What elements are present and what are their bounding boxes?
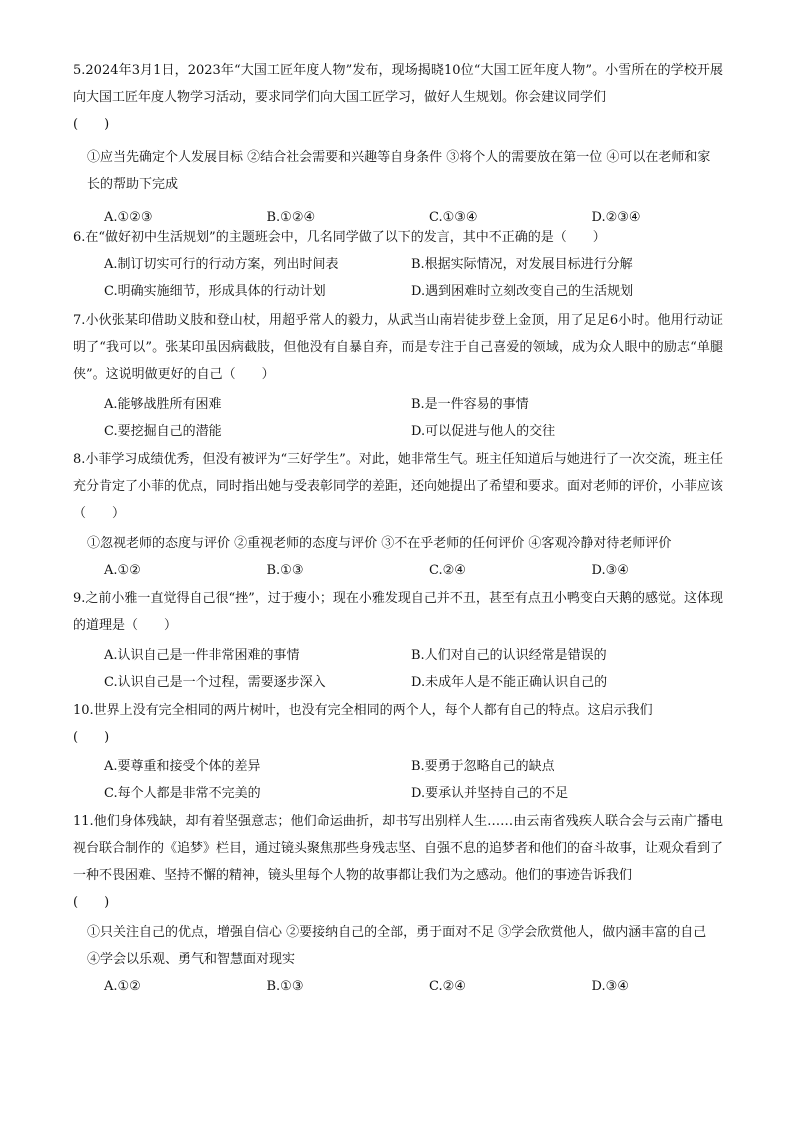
question-5	[73, 57, 723, 231]
answer-options	[73, 391, 723, 445]
option-b: B.根据实际情况，对发展目标进行分解	[411, 257, 633, 272]
question-stem: 11.他们身体残缺，却有着坚强意志；他们命运曲折，却书写出别样人生……由云南省残疾人联合会与云南广播电视台联合制作的《追梦》栏目，通过镜头聚焦那些身残志坚、自强不息的追梦者和他们的奋斗故事，让观众看到了一种不畏困难、坚持不懈的精神，镜头里每个人物的故事都让我们为之感动。他们的事迹告诉我们	[73, 814, 724, 883]
question-8	[73, 446, 723, 584]
option-c: C.要挖掘自己的潜能	[104, 424, 222, 439]
question-stem: 10.世界上没有完全相同的两片树叶，也没有完全相同的两个人，每个人都有自己的特点。这启示我们	[73, 703, 653, 718]
option-b: B.①③	[266, 563, 304, 578]
question-stem: 9.之前小雅一直觉得自己很“挫”，过于瘦小；现在小雅发现自己并不丑，甚至有点丑小鸭变白天鹅的感觉。这体现的道理是（ ）	[73, 591, 723, 633]
option-b: B.是一件容易的事情	[411, 397, 529, 412]
question-stem: 5.2024年3月1日，2023年“大国工匠年度人物”发布，现场揭晓10位“大国工匠年度人物”。小雪所在的学校开展向大国工匠年度人物学习活动，要求同学们向大国工匠学习，做好人生规划。你会建议同学们	[73, 63, 723, 105]
option-d: D.可以促进与他人的交往	[411, 424, 556, 439]
answer-options	[73, 642, 723, 696]
option-c: C.①③④	[429, 210, 478, 225]
option-d: D.未成年人是不能正确认识自己的	[411, 675, 608, 690]
question-stem: 7.小伙张某印借助义肢和登山杖，用超乎常人的毅力，从武当山南岩徒步登上金顶，用了足足6小时。他用行动证明了“我可以”。张某印虽因病截肢，但他没有自暴自弃，而是专注于自己喜爱的领域，成为众人眼中的励志“单腿侠”。这说明做更好的自己（ ）	[73, 313, 723, 382]
question-10	[73, 697, 723, 807]
option-a: A.认识自己是一件非常困难的事情	[104, 648, 300, 663]
option-b: B.①②④	[266, 210, 316, 225]
question-6	[73, 224, 723, 305]
option-c: C.每个人都是非常不完美的	[104, 786, 261, 801]
answer-blank: ( )	[73, 730, 110, 745]
answer-options	[73, 251, 723, 305]
option-a: A.要尊重和接受个体的差异	[104, 759, 261, 774]
option-d: D.③④	[591, 563, 629, 578]
option-d: D.要承认并坚持自己的不足	[411, 786, 569, 801]
option-b: B.要勇于忽略自己的缺点	[411, 759, 555, 774]
option-a: A.制订切实可行的行动方案，列出时间表	[104, 257, 339, 272]
option-c: C.②④	[429, 979, 466, 994]
option-c: C.②④	[429, 563, 466, 578]
statement-items: ①只关注自己的优点，增强自信心 ②要接纳自己的全部，勇于面对不足 ③学会欣赏他人，做内涵丰富的自己 ④学会以乐观、勇气和智慧面对现实	[87, 925, 707, 967]
option-c: C.认识自己是一个过程，需要逐步深入	[104, 675, 326, 690]
statement-items: ①忽视老师的态度与评价 ②重视老师的态度与评价 ③不在乎老师的任何评价 ④客观冷静对待老师评价	[87, 536, 672, 551]
question-7	[73, 307, 723, 445]
option-d: D.③④	[591, 979, 629, 994]
option-c: C.明确实施细节，形成具体的行动计划	[104, 284, 326, 299]
answer-options	[73, 557, 723, 584]
answer-options	[73, 753, 723, 807]
option-a: A.①②③	[104, 210, 153, 225]
answer-blank: ( )	[73, 895, 110, 910]
option-d: D.②③④	[591, 210, 641, 225]
option-a: A.能够战胜所有困难	[104, 397, 222, 412]
question-stem: 8.小菲学习成绩优秀，但没有被评为“三好学生”。对此，她非常生气。班主任知道后与她进行了一次交流，班主任充分肯定了小菲的优点，同时指出她与受表彰同学的差距，还向她提出了希望和要求。面对老师的评价，小菲应该（ ）	[73, 452, 724, 521]
option-b: B.①③	[266, 979, 304, 994]
question-stem: 6.在“做好初中生活规划”的主题班会中，几名同学做了以下的发言，其中不正确的是（ ）	[73, 230, 606, 245]
statement-items: ①应当先确定个人发展目标 ②结合社会需要和兴趣等自身条件 ③将个人的需要放在第一位 ④可以在老师和家长的帮助下完成	[87, 150, 711, 192]
question-11	[73, 808, 723, 1000]
option-a: A.①②	[104, 563, 141, 578]
answer-blank: ( )	[73, 117, 110, 132]
question-9	[73, 585, 723, 696]
option-a: A.①②	[104, 979, 141, 994]
option-d: D.遇到困难时立刻改变自己的生活规划	[411, 284, 634, 299]
answer-options	[73, 973, 723, 1000]
option-b: B.人们对自己的认识经常是错误的	[411, 648, 607, 663]
